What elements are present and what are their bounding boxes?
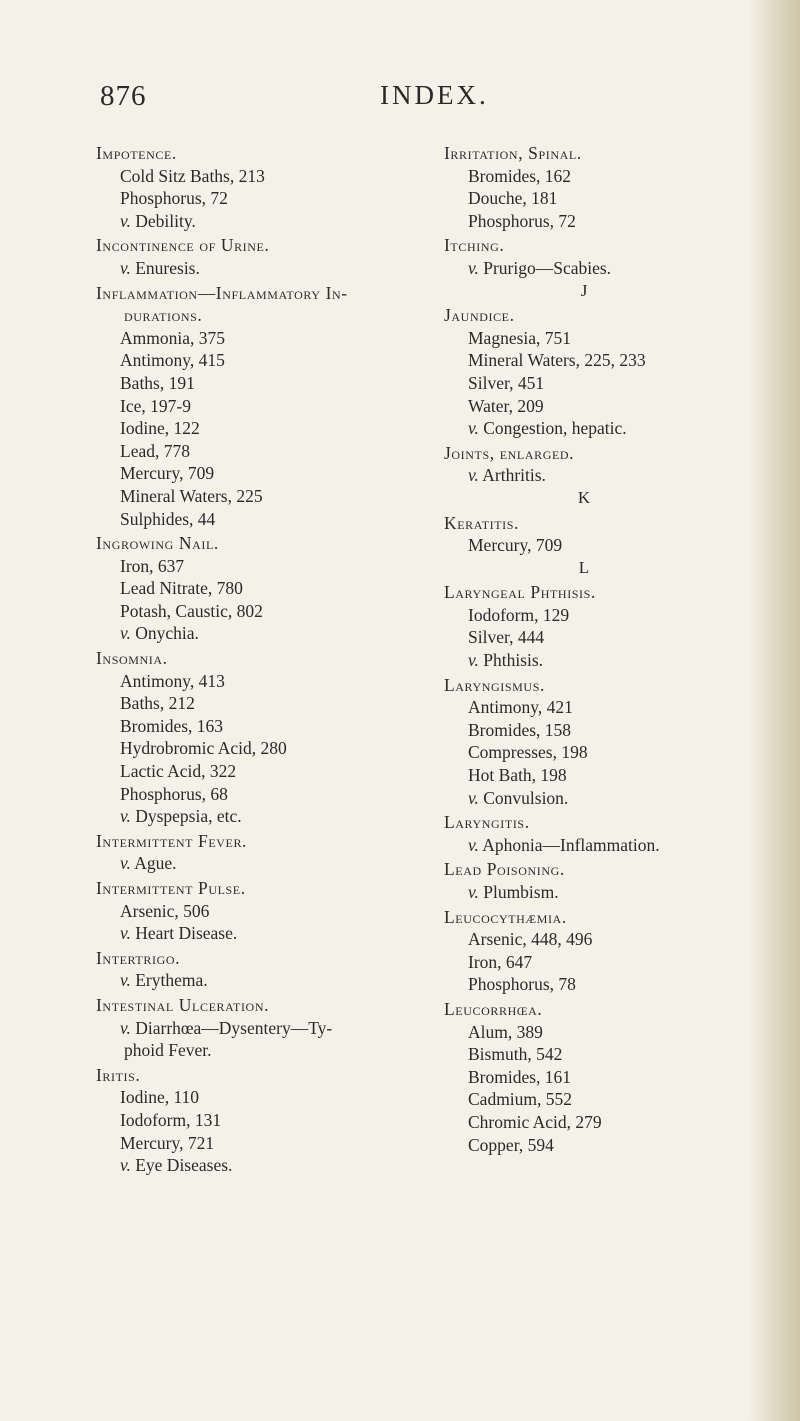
index-subentry: Iron, 647 [468, 951, 533, 972]
index-heading: Joints, enlarged. [444, 442, 575, 463]
index-subentry: Hydrobromic Acid, 280 [120, 738, 287, 759]
see-prefix: v. [120, 210, 131, 231]
index-heading: Insomnia. [96, 648, 168, 669]
index-heading: Leucocythæmia. [444, 906, 567, 927]
index-heading: Jaundice. [444, 305, 515, 326]
index-heading: Irritation, Spinal. [444, 143, 582, 163]
index-subentry: Mineral Waters, 225 [120, 485, 263, 506]
index-cross-reference [96, 1017, 426, 1040]
see-prefix: v. [468, 787, 479, 808]
index-cross-reference [444, 417, 784, 440]
cross-reference-text: Arthritis. [478, 465, 546, 486]
index-cross-reference [96, 852, 426, 875]
index-subentry: Iron, 637 [120, 555, 185, 576]
index-subentry: Iodine, 122 [120, 418, 200, 439]
index-cross-reference [96, 210, 426, 233]
cross-reference-text: Congestion, hepatic. [478, 418, 627, 439]
index-subentry: Mercury, 709 [120, 463, 215, 484]
index-heading: Itching. [444, 235, 505, 256]
running-head: INDEX. [380, 80, 489, 110]
index-cross-reference [444, 881, 784, 904]
index-subentry: Sulphides, 44 [120, 508, 216, 529]
index-subentry: Baths, 212 [120, 693, 195, 714]
index-subentry: Silver, 451 [468, 372, 545, 393]
see-prefix: v. [468, 418, 479, 439]
index-subentry: Phosphorus, 78 [468, 974, 576, 995]
section-letter: J [580, 280, 588, 300]
index-subentry: Lead Nitrate, 780 [120, 578, 243, 599]
index-subentry: Bismuth, 542 [468, 1044, 563, 1065]
index-heading: Iritis. [96, 1064, 141, 1085]
index-heading: Intermittent Fever. [96, 830, 248, 851]
index-subentry: Copper, 594 [468, 1134, 554, 1155]
index-subentry: Antimony, 415 [120, 350, 225, 371]
see-prefix: v. [120, 923, 131, 944]
cross-reference-text: Debility. [130, 210, 196, 231]
cross-reference-text: Plumbism. [478, 882, 559, 902]
see-prefix: v. [120, 970, 131, 991]
index-cross-reference [444, 649, 784, 672]
index-cross-reference [96, 969, 426, 992]
index-column-left [96, 142, 426, 1177]
cross-reference-text: Convulsion. [478, 787, 569, 808]
index-heading: Keratitis. [444, 512, 520, 533]
index-cross-reference [444, 787, 784, 810]
index-subentry: Lactic Acid, 322 [120, 761, 237, 782]
index-subentry: Bromides, 163 [120, 715, 224, 736]
index-heading: Laryngitis. [444, 812, 530, 833]
index-subentry: Bromides, 158 [468, 719, 572, 740]
index-subentry: Phosphorus, 68 [120, 783, 228, 804]
index-cross-reference [96, 622, 426, 645]
see-prefix: v. [120, 853, 131, 874]
index-subentry: Cadmium, 552 [468, 1089, 573, 1110]
see-prefix: v. [120, 806, 131, 827]
index-heading: Impotence. [96, 143, 177, 163]
index-heading: Leucorrhœa. [444, 998, 543, 1019]
index-heading: Laryngismus. [444, 674, 545, 695]
index-cross-reference [444, 464, 784, 487]
index-subentry: Compresses, 198 [468, 742, 588, 763]
index-subentry: Chromic Acid, 279 [468, 1111, 602, 1132]
index-heading: Laryngeal Phthisis. [444, 582, 596, 603]
index-heading: Intestinal Ulceration. [96, 994, 270, 1015]
cross-reference-text: Enuresis. [130, 257, 200, 278]
index-subentry: Iodoform, 131 [120, 1109, 222, 1130]
index-subentry: Lead, 778 [120, 440, 190, 461]
page-number: 876 [100, 80, 147, 112]
index-subentry: Magnesia, 751 [468, 327, 572, 348]
index-heading: Ingrowing Nail. [96, 533, 219, 554]
index-cross-reference [96, 922, 426, 945]
cross-reference-text: Eye Diseases. [130, 1155, 233, 1176]
index-subentry: Hot Bath, 198 [468, 765, 567, 786]
index-continuation: phoid Fever. [124, 1040, 212, 1061]
cross-reference-text: Phthisis. [478, 650, 544, 671]
cross-reference-text: Erythema. [130, 970, 208, 991]
index-subentry: Arsenic, 448, 496 [468, 929, 593, 950]
index-heading: Intertrigo. [96, 947, 181, 968]
index-subentry: Silver, 444 [468, 627, 545, 648]
index-subentry: Bromides, 161 [468, 1066, 572, 1087]
index-cross-reference [96, 1154, 426, 1177]
index-subentry: Mineral Waters, 225, 233 [468, 350, 646, 371]
index-heading: Incontinence of Urine. [96, 235, 270, 256]
index-cross-reference [444, 257, 784, 280]
see-prefix: v. [468, 257, 479, 278]
see-prefix: v. [468, 834, 479, 855]
see-prefix: v. [120, 257, 131, 278]
index-subentry: Arsenic, 506 [120, 900, 210, 921]
cross-reference-text: Prurigo—Scabies. [478, 257, 612, 278]
index-subentry: Bromides, 162 [468, 165, 572, 186]
index-subentry: Mercury, 709 [468, 535, 563, 556]
index-subentry: Ammonia, 375 [120, 327, 225, 348]
cross-reference-text: Heart Disease. [130, 923, 238, 944]
index-subentry: Phosphorus, 72 [468, 210, 576, 231]
index-subentry: Ice, 197-9 [120, 395, 191, 416]
index-subentry: Iodine, 110 [120, 1087, 200, 1108]
index-subentry: Mercury, 721 [120, 1132, 215, 1153]
index-subentry: Phosphorus, 72 [120, 188, 228, 209]
index-heading: Intermittent Pulse. [96, 878, 246, 898]
index-cross-reference [96, 257, 426, 280]
cross-reference-text: Onychia. [130, 623, 199, 644]
cross-reference-text: Diarrhœa—Dysentery—Ty- [130, 1017, 333, 1038]
see-prefix: v. [468, 650, 479, 671]
index-heading: Lead Poisoning. [444, 859, 565, 880]
see-prefix: v. [468, 465, 479, 486]
index-subentry: Water, 209 [468, 395, 544, 416]
index-subentry: Cold Sitz Baths, 213 [120, 165, 265, 186]
cross-reference-text: Dyspepsia, etc. [130, 806, 242, 827]
index-heading: Inflammation—Inflammatory In- [96, 282, 348, 303]
index-subentry: Potash, Caustic, 802 [120, 600, 263, 621]
see-prefix: v. [120, 623, 131, 644]
page-header [0, 80, 800, 120]
see-prefix: v. [468, 882, 479, 902]
index-subentry: Alum, 389 [468, 1021, 543, 1042]
index-continuation: durations. [124, 305, 203, 326]
index-subentry: Antimony, 421 [468, 697, 573, 718]
section-letter: K [577, 487, 591, 507]
index-subentry: Baths, 191 [120, 372, 195, 393]
index-cross-reference [96, 805, 426, 828]
index-subentry: Antimony, 413 [120, 670, 225, 691]
see-prefix: v. [120, 1155, 131, 1176]
cross-reference-text: Aphonia—Inflammation. [478, 834, 660, 855]
index-subentry: Douche, 181 [468, 188, 558, 209]
section-letter: L [578, 557, 590, 577]
index-column-right [444, 142, 784, 1156]
index-subentry: Iodoform, 129 [468, 604, 570, 625]
index-cross-reference [444, 834, 784, 857]
cross-reference-text: Ague. [130, 853, 177, 874]
see-prefix: v. [120, 1017, 131, 1038]
